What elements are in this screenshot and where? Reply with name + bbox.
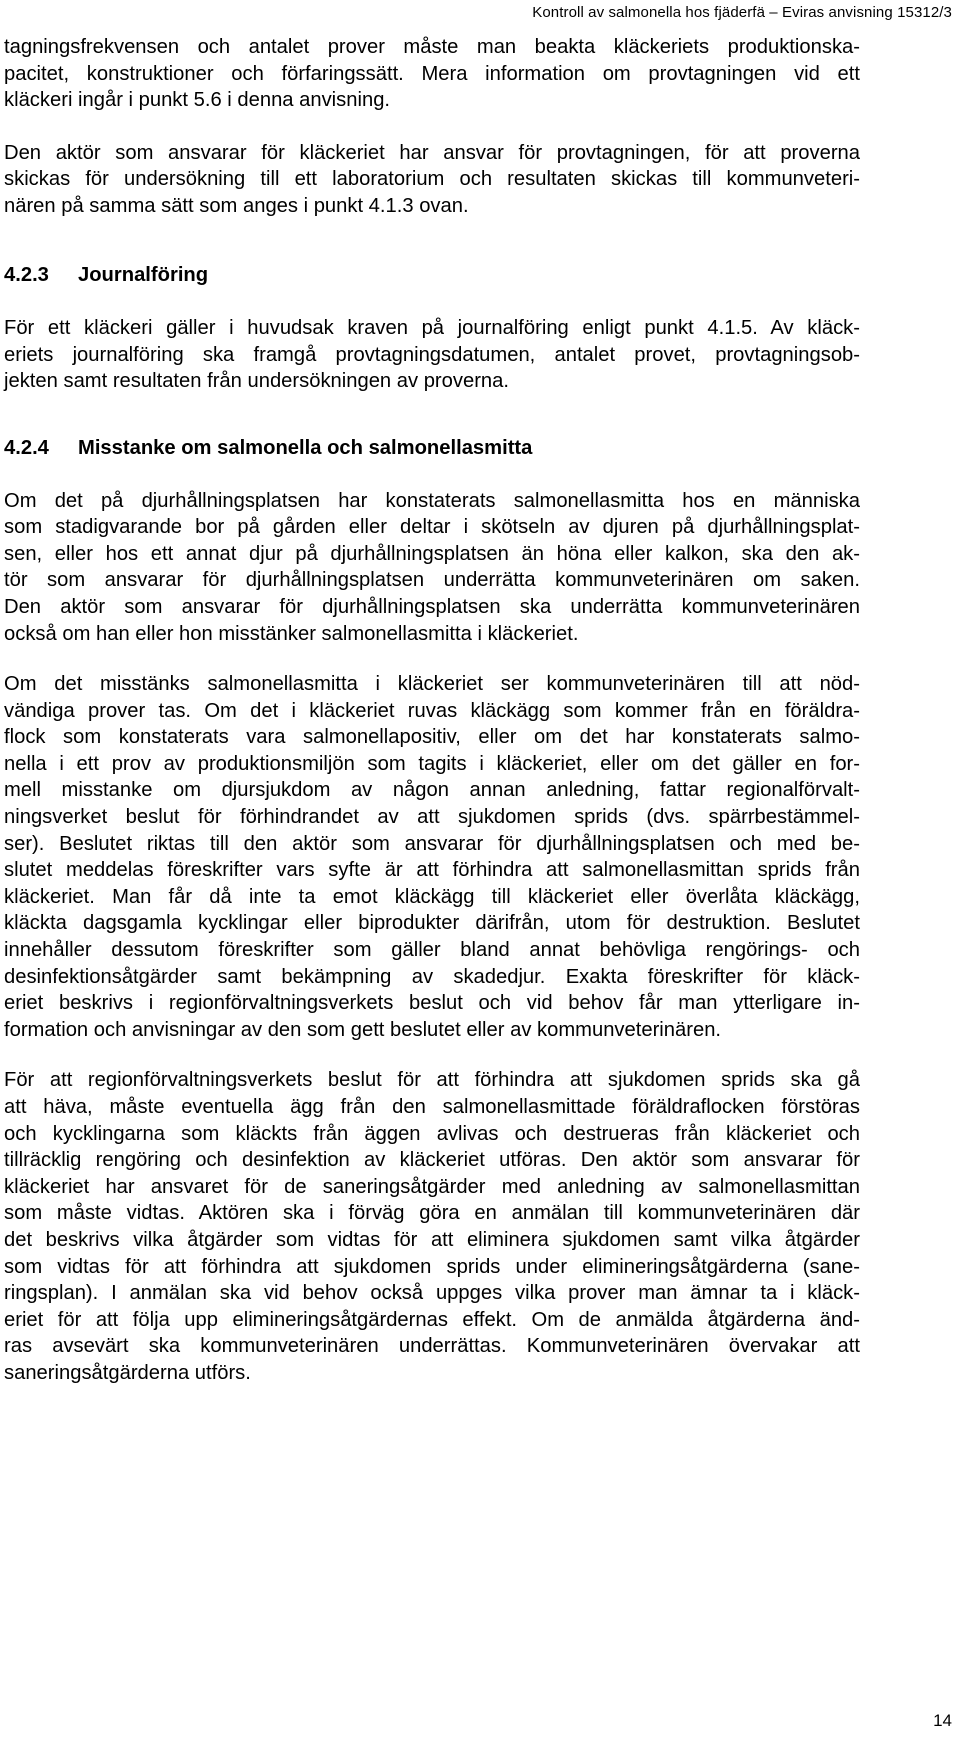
section-title: Misstanke om salmonella och salmonellasmitta [78, 436, 533, 459]
text-line: skickas för undersökning till ett laboratorium och resultaten skickas till kommunveteri- [4, 168, 860, 191]
text-line: innehåller dessutom föreskrifter som gäller bland annat behövliga rengörings- och [4, 939, 860, 962]
text-line: och kycklingarna som kläckts från äggen avlivas och destrueras från kläckeriet och [4, 1122, 860, 1145]
text-line: flock som konstaterats vara salmonellapositiv, eller om det har konstaterats salmo- [4, 726, 860, 749]
text-line: att häva, måste eventuella ägg från den salmonellasmittade föräldraflocken förstöras [4, 1096, 860, 1118]
text-line: ningsverket beslut för förhindrandet av att sjukdomen sprids (dvs. spärrbestämmel- [4, 806, 860, 829]
text-line: vändiga prover tas. Om det i kläckeriet ruvas kläckägg som kommer från en föräldra- [4, 699, 860, 722]
text-line: kläckeriet. Man får då inte ta emot kläckägg till kläckeriet eller överlåta kläckägg, [4, 885, 860, 908]
text-line: saneringsåtgärderna utförs. [4, 1361, 251, 1384]
text-line: pacitet, konstruktioner och förfaringssätt. Mera information om provtagningen vid ett [4, 62, 860, 85]
text-line: tör som ansvarar för djurhållningsplatsen underrätta kommunveterinären om saken. [4, 569, 860, 592]
text-line: ringsplan). I anmälan ska vid behov också uppges vilka prover man ämnar ta i kläck- [4, 1282, 860, 1305]
section-heading-misstanke [4, 435, 860, 462]
text-line: jekten samt resultaten från undersökningen av proverna. [4, 370, 509, 393]
document-body [4, 34, 860, 1387]
text-line: tillräcklig rengöring och desinfektion av kläckeriet utföras. Den aktör som ansvarar för [4, 1149, 860, 1172]
text-line: nella i ett prov av produktionsmiljön som tagits i kläckeriet, eller om det gäller en for- [4, 752, 860, 775]
text-line: det beskrivs vilka åtgärder som vidtas för att eliminera sjukdomen samt vilka åtgärder [4, 1228, 860, 1251]
text-line: Den aktör som ansvarar för djurhållningsplatsen ska underrätta kommunveterinären [4, 595, 860, 618]
text-line: sen, eller hos ett annat djur på djurhållningsplatsen än höna eller kalkon, ska den ak- [4, 542, 860, 565]
text-line: Om det misstänks salmonellasmitta i kläckeriet ser kommunveterinären till att nöd- [4, 673, 860, 696]
text-line: ras avsevärt ska kommunveterinären underrättas. Kommunveterinären övervakar att [4, 1335, 860, 1358]
text-line: desinfektionsåtgärder samt bekämpning av skadedjur. Exakta föreskrifter för kläck- [4, 965, 860, 988]
text-line: mell misstanke om djursjukdom av någon annan anledning, fattar regionalförvalt- [4, 779, 860, 802]
section-title: Journalföring [78, 263, 209, 286]
text-line: eriets journalföring ska framgå provtagningsdatumen, antalet provet, provtagningsob- [4, 343, 860, 366]
section-heading-journalforing [4, 262, 860, 289]
paragraph-lifting-decision [4, 1067, 860, 1386]
text-line: eriet beskrivs i regionförvaltningsverkets beslut och vid behov får man ytterligare in- [4, 992, 860, 1015]
text-line: Om det på djurhållningsplatsen har konstaterats salmonellasmitta hos en människa [4, 489, 860, 512]
section-number: 4.2.3 [4, 263, 49, 286]
text-line: För att regionförvaltningsverkets beslut för att förhindra att sjukdomen sprids ska gå [4, 1069, 860, 1092]
text-line: För ett kläckeri gäller i huvudsak kraven på journalföring enligt punkt 4.1.5. Av kläck- [4, 317, 860, 340]
text-line: som stadigvarande bor på gården eller deltar i skötseln av djuren på djurhållningsplat- [4, 516, 860, 539]
text-line: formation och anvisningar av den som gett beslutet eller av kommunveterinären. [4, 1018, 722, 1041]
text-line: tagningsfrekvensen och antalet prover måste man beakta kläckeriets produktionska- [4, 36, 860, 58]
text-line: kläckeriet har ansvaret för de saneringsåtgärder med anledning av salmonellasmittan [4, 1175, 860, 1198]
paragraph-sampling-frequency [4, 34, 860, 114]
text-line: slutet meddelas föreskrifter vars syfte är att förhindra att salmonellasmittan sprids från [4, 859, 860, 882]
paragraph-operator-responsibility [4, 140, 860, 220]
running-header: Kontroll av salmonella hos fjäderfä – Eviras anvisning 15312/3 [532, 4, 952, 21]
text-line: eriet för att följa upp elimineringsåtgärdernas effekt. Om de anmälda åtgärderna änd- [4, 1308, 860, 1331]
paragraph-suspected-infection [4, 671, 860, 1043]
text-line: Den aktör som ansvarar för kläckeriet har ansvar för provtagningen, för att proverna [4, 141, 860, 164]
text-line: som måste vidtas. Aktören ska i förväg göra en anmälan till kommunveterinären där [4, 1202, 860, 1225]
section-number: 4.2.4 [4, 436, 49, 459]
paragraph-reporting-infection [4, 488, 860, 648]
text-line: nären på samma sätt som anges i punkt 4.1.3 ovan. [4, 194, 469, 217]
text-line: kläckeri ingår i punkt 5.6 i denna anvisning. [4, 89, 391, 112]
text-line: kläckta dagsgamla kycklingar eller biprodukter därifrån, utom för destruktion. Beslutet [4, 912, 860, 935]
page-number: 14 [933, 1711, 952, 1730]
paragraph-journalforing [4, 315, 860, 395]
text-line: som vidtas för att förhindra att sjukdomen sprids under elimineringsåtgärderna (sane- [4, 1255, 860, 1278]
text-line: ser). Beslutet riktas till den aktör som ansvarar för djurhållningsplatsen och med be- [4, 832, 860, 855]
text-line: också om han eller hon misstänker salmonellasmitta i kläckeriet. [4, 622, 579, 645]
